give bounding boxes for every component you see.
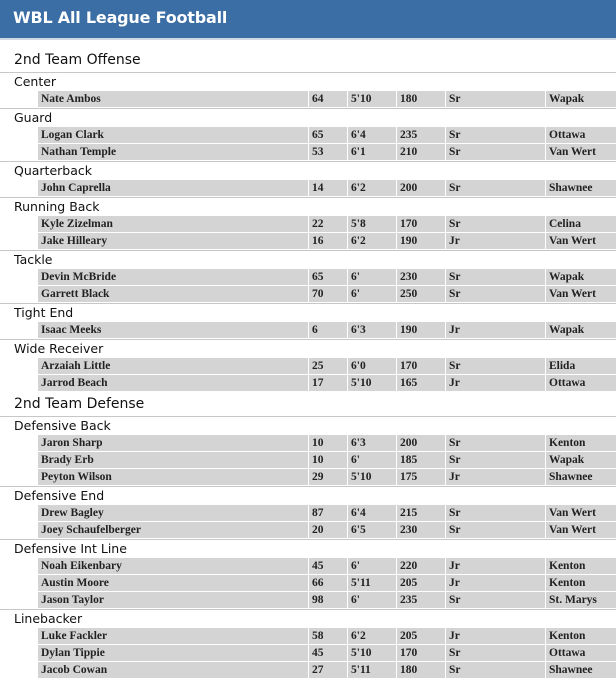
page-header bbox=[0, 0, 616, 40]
player-number: 58 bbox=[309, 628, 347, 644]
player-weight: 235 bbox=[397, 127, 445, 143]
player-name: Jake Hilleary bbox=[38, 233, 308, 249]
table-row bbox=[0, 322, 616, 338]
position-title: Tackle bbox=[0, 250, 616, 269]
player-number: 98 bbox=[309, 592, 347, 608]
table-row bbox=[0, 144, 616, 160]
player-number: 25 bbox=[309, 358, 347, 374]
table-row bbox=[0, 286, 616, 302]
player-weight: 250 bbox=[397, 286, 445, 302]
player-weight: 170 bbox=[397, 216, 445, 232]
player-name: Jacob Cowan bbox=[38, 662, 308, 678]
position-title: Guard bbox=[0, 108, 616, 127]
player-number: 10 bbox=[309, 435, 347, 451]
player-school: Wapak bbox=[546, 91, 616, 107]
player-weight: 170 bbox=[397, 358, 445, 374]
player-height: 5'8 bbox=[348, 216, 396, 232]
player-weight: 215 bbox=[397, 505, 445, 521]
player-height: 5'11 bbox=[348, 662, 396, 678]
player-weight: 205 bbox=[397, 628, 445, 644]
player-height: 6'5 bbox=[348, 522, 396, 538]
player-school: Kenton bbox=[546, 558, 616, 574]
table-row bbox=[0, 469, 616, 485]
player-school: St. Marys bbox=[546, 592, 616, 608]
player-height: 5'10 bbox=[348, 375, 396, 391]
player-weight: 190 bbox=[397, 322, 445, 338]
player-number: 65 bbox=[309, 269, 347, 285]
table-row bbox=[0, 435, 616, 451]
player-year: Sr bbox=[446, 144, 545, 160]
table-row bbox=[0, 522, 616, 538]
player-height: 6'3 bbox=[348, 322, 396, 338]
player-year: Jr bbox=[446, 469, 545, 485]
player-height: 5'11 bbox=[348, 575, 396, 591]
player-height: 6'3 bbox=[348, 435, 396, 451]
position-title: Linebacker bbox=[0, 609, 616, 628]
table-row bbox=[0, 645, 616, 661]
position-title: Quarterback bbox=[0, 161, 616, 180]
player-height: 6' bbox=[348, 452, 396, 468]
player-year: Sr bbox=[446, 522, 545, 538]
table-row bbox=[0, 452, 616, 468]
player-height: 6'2 bbox=[348, 233, 396, 249]
player-name: Devin McBride bbox=[38, 269, 308, 285]
player-number: 27 bbox=[309, 662, 347, 678]
player-name: Jarrod Beach bbox=[38, 375, 308, 391]
table-row bbox=[0, 558, 616, 574]
player-year: Sr bbox=[446, 435, 545, 451]
player-height: 6' bbox=[348, 592, 396, 608]
player-height: 6'4 bbox=[348, 127, 396, 143]
player-weight: 200 bbox=[397, 435, 445, 451]
player-number: 66 bbox=[309, 575, 347, 591]
player-weight: 170 bbox=[397, 645, 445, 661]
section-title: 2nd Team Offense bbox=[14, 52, 141, 68]
player-weight: 180 bbox=[397, 91, 445, 107]
player-number: 16 bbox=[309, 233, 347, 249]
player-school: Ottawa bbox=[546, 375, 616, 391]
player-height: 5'10 bbox=[348, 469, 396, 485]
player-name: Joey Schaufelberger bbox=[38, 522, 308, 538]
page-title: WBL All League Football bbox=[13, 8, 228, 27]
player-weight: 210 bbox=[397, 144, 445, 160]
player-school: Van Wert bbox=[546, 286, 616, 302]
player-name: Brady Erb bbox=[38, 452, 308, 468]
player-school: Van Wert bbox=[546, 233, 616, 249]
table-row bbox=[0, 180, 616, 196]
section-title: 2nd Team Defense bbox=[14, 396, 145, 412]
table-row bbox=[0, 375, 616, 391]
player-school: Kenton bbox=[546, 628, 616, 644]
player-name: Luke Fackler bbox=[38, 628, 308, 644]
player-school: Shawnee bbox=[546, 469, 616, 485]
table-row bbox=[0, 233, 616, 249]
player-number: 29 bbox=[309, 469, 347, 485]
player-school: Shawnee bbox=[546, 180, 616, 196]
player-name: Nathan Temple bbox=[38, 144, 308, 160]
player-number: 6 bbox=[309, 322, 347, 338]
player-number: 45 bbox=[309, 645, 347, 661]
player-year: Jr bbox=[446, 322, 545, 338]
player-height: 6' bbox=[348, 558, 396, 574]
player-height: 6'4 bbox=[348, 505, 396, 521]
player-weight: 175 bbox=[397, 469, 445, 485]
player-year: Sr bbox=[446, 286, 545, 302]
player-number: 70 bbox=[309, 286, 347, 302]
player-year: Jr bbox=[446, 628, 545, 644]
player-school: Kenton bbox=[546, 575, 616, 591]
player-height: 5'10 bbox=[348, 91, 396, 107]
player-name: Isaac Meeks bbox=[38, 322, 308, 338]
player-name: Nate Ambos bbox=[38, 91, 308, 107]
position-title: Defensive Back bbox=[0, 416, 616, 435]
player-number: 53 bbox=[309, 144, 347, 160]
player-number: 64 bbox=[309, 91, 347, 107]
player-year: Jr bbox=[446, 558, 545, 574]
player-school: Wapak bbox=[546, 269, 616, 285]
player-year: Sr bbox=[446, 127, 545, 143]
player-year: Sr bbox=[446, 645, 545, 661]
player-name: Garrett Black bbox=[38, 286, 308, 302]
player-name: Austin Moore bbox=[38, 575, 308, 591]
position-title: Running Back bbox=[0, 197, 616, 216]
table-row bbox=[0, 91, 616, 107]
position-title: Tight End bbox=[0, 303, 616, 322]
player-year: Sr bbox=[446, 592, 545, 608]
player-weight: 205 bbox=[397, 575, 445, 591]
player-name: Kyle Zizelman bbox=[38, 216, 308, 232]
player-year: Jr bbox=[446, 233, 545, 249]
player-weight: 165 bbox=[397, 375, 445, 391]
player-school: Van Wert bbox=[546, 144, 616, 160]
player-year: Jr bbox=[446, 575, 545, 591]
player-height: 6' bbox=[348, 286, 396, 302]
player-school: Van Wert bbox=[546, 505, 616, 521]
player-height: 5'10 bbox=[348, 645, 396, 661]
table-row bbox=[0, 628, 616, 644]
player-number: 10 bbox=[309, 452, 347, 468]
player-school: Ottawa bbox=[546, 645, 616, 661]
player-name: Dylan Tippie bbox=[38, 645, 308, 661]
player-school: Van Wert bbox=[546, 522, 616, 538]
player-name: Arzaiah Little bbox=[38, 358, 308, 374]
player-weight: 190 bbox=[397, 233, 445, 249]
player-name: Jason Taylor bbox=[38, 592, 308, 608]
player-number: 22 bbox=[309, 216, 347, 232]
player-number: 65 bbox=[309, 127, 347, 143]
table-row bbox=[0, 127, 616, 143]
player-year: Sr bbox=[446, 505, 545, 521]
player-height: 6'2 bbox=[348, 628, 396, 644]
player-weight: 185 bbox=[397, 452, 445, 468]
player-year: Sr bbox=[446, 180, 545, 196]
player-name: Drew Bagley bbox=[38, 505, 308, 521]
player-name: John Caprella bbox=[38, 180, 308, 196]
player-weight: 180 bbox=[397, 662, 445, 678]
table-row bbox=[0, 505, 616, 521]
player-year: Sr bbox=[446, 452, 545, 468]
roster-content bbox=[0, 48, 616, 679]
player-number: 45 bbox=[309, 558, 347, 574]
player-year: Jr bbox=[446, 375, 545, 391]
player-name: Jaron Sharp bbox=[38, 435, 308, 451]
player-height: 6'1 bbox=[348, 144, 396, 160]
player-year: Sr bbox=[446, 216, 545, 232]
table-row bbox=[0, 269, 616, 285]
player-height: 6'2 bbox=[348, 180, 396, 196]
player-weight: 230 bbox=[397, 522, 445, 538]
player-name: Logan Clark bbox=[38, 127, 308, 143]
table-row bbox=[0, 358, 616, 374]
player-weight: 200 bbox=[397, 180, 445, 196]
player-height: 6'0 bbox=[348, 358, 396, 374]
player-school: Shawnee bbox=[546, 662, 616, 678]
player-school: Ottawa bbox=[546, 127, 616, 143]
player-school: Elida bbox=[546, 358, 616, 374]
player-number: 14 bbox=[309, 180, 347, 196]
table-row bbox=[0, 592, 616, 608]
player-weight: 220 bbox=[397, 558, 445, 574]
player-number: 17 bbox=[309, 375, 347, 391]
player-year: Sr bbox=[446, 91, 545, 107]
table-row bbox=[0, 216, 616, 232]
position-title: Defensive End bbox=[0, 486, 616, 505]
table-row bbox=[0, 575, 616, 591]
position-title: Center bbox=[0, 72, 616, 91]
player-weight: 235 bbox=[397, 592, 445, 608]
player-number: 87 bbox=[309, 505, 347, 521]
player-year: Sr bbox=[446, 358, 545, 374]
player-name: Peyton Wilson bbox=[38, 469, 308, 485]
table-row bbox=[0, 662, 616, 678]
player-school: Wapak bbox=[546, 452, 616, 468]
player-school: Celina bbox=[546, 216, 616, 232]
position-title: Defensive Int Line bbox=[0, 539, 616, 558]
player-school: Kenton bbox=[546, 435, 616, 451]
player-year: Sr bbox=[446, 269, 545, 285]
player-year: Sr bbox=[446, 662, 545, 678]
player-weight: 230 bbox=[397, 269, 445, 285]
player-name: Noah Eikenbary bbox=[38, 558, 308, 574]
player-school: Wapak bbox=[546, 322, 616, 338]
position-title: Wide Receiver bbox=[0, 339, 616, 358]
player-height: 6' bbox=[348, 269, 396, 285]
player-number: 20 bbox=[309, 522, 347, 538]
